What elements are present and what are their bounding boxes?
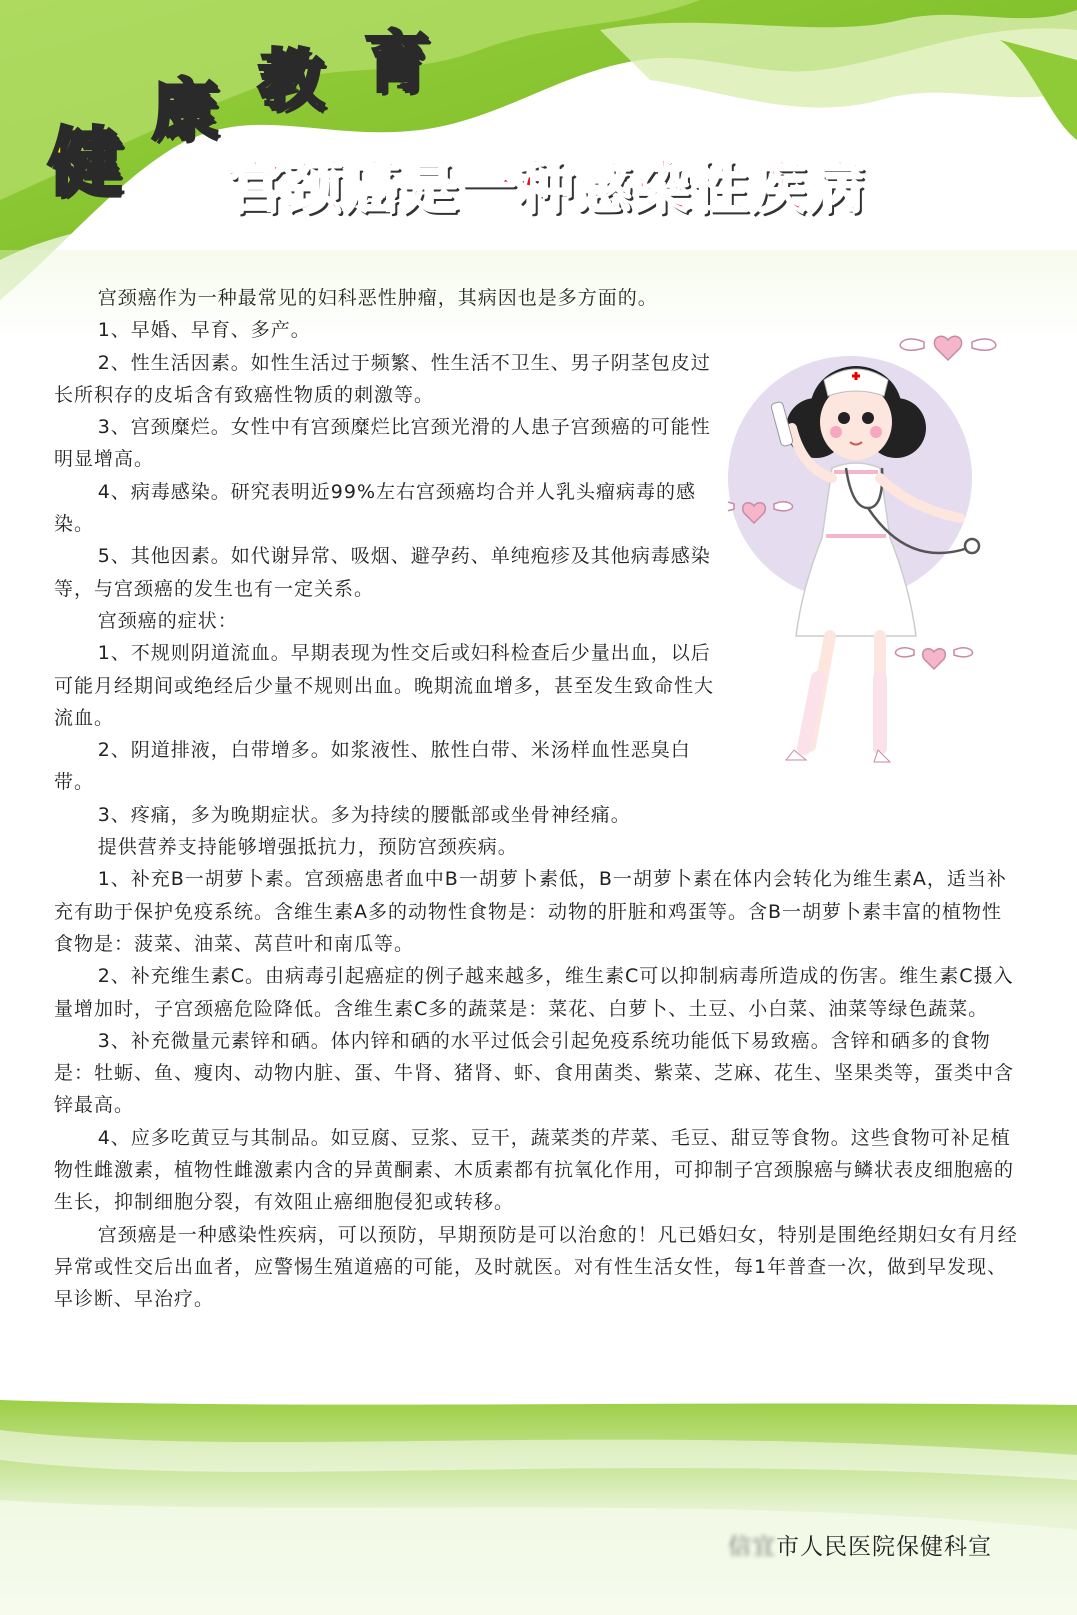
footer-text: 市人民医院保健科宣: [776, 1534, 992, 1560]
paragraph-cause-5: 5、其他因素。如代谢异常、吸烟、避孕药、单纯疱疹及其他病毒感染等，与宫颈癌的发生也有一定关系。: [54, 545, 711, 600]
paragraph-nutrition-3: 3、补充微量元素锌和硒。体内锌和硒的水平过低会引起免疫系统功能低下易致癌。含锌和硒多的食物是：牡蛎、鱼、瘦肉、动物内脏、蛋、牛肾、猪肾、虾、食用菌类、紫菜、芝麻、花生、坚果类等，蛋类中含锌最高。: [54, 1029, 1015, 1117]
paragraph-intro: 宫颈癌作为一种最常见的妇科恶性肿瘤，其病因也是多方面的。: [97, 287, 658, 309]
footer-blurred-city: 信宜: [728, 1534, 776, 1560]
paragraph-cause-3: 3、宫颈糜烂。女性中有宫颈糜烂比宫颈光滑的人患子宫颈癌的可能性明显增高。: [54, 416, 711, 471]
title-char-yu: 育: [364, 24, 430, 101]
paragraph-symptom-3: 3、疼痛，多为晚期症状。多为持续的腰骶部或坐骨神经痛。: [97, 803, 631, 826]
paragraph-symptoms-heading: 宫颈癌的症状：: [97, 609, 238, 632]
subtitle: 宫颈癌是一种感染性疾病: [226, 155, 864, 220]
title-char-jian: 健: [48, 120, 122, 206]
title-char-jiao: 教: [258, 42, 324, 119]
paragraph-symptom-2: 2、阴道排液，白带增多。如浆液性、脓性白带、米汤样血性恶臭白带。: [54, 739, 691, 794]
paragraph-nutrition-heading: 提供营养支持能够增强抵抗力，预防宫颈疾病。: [97, 836, 518, 859]
bottom-green-decoration: [0, 1400, 1077, 1615]
paragraph-conclusion: 宫颈癌是一种感染性疾病，可以预防，早期预防是可以治愈的！凡已婚妇女，特别是围绝经期妇女有月经异常或性交后出血者，应警惕生殖道癌的可能，及时就医。对有性生活女性，每1年普查一次，做到早发现、早诊断、早治疗。: [54, 1223, 1018, 1311]
paragraph-nutrition-4: 4、应多吃黄豆与其制品。如豆腐、豆浆、豆干，蔬菜类的芹菜、毛豆、甜豆等食物。这些食物可补足植物性雌激素，植物性雌激素内含的异黄酮素、木质素都有抗氧化作用，可抑制子宫颈腺癌与鳞状表皮细胞癌的生长，抑制细胞分裂，有效阻止癌细胞侵犯或转移。: [54, 1126, 1015, 1214]
body-text: [54, 282, 1022, 1316]
paragraph-cause-4: 4、病毒感染。研究表明近99%左右宫颈癌均合并人乳头瘤病毒的感染。: [54, 480, 697, 536]
paragraph-nutrition-2: 2、补充维生素C。由病毒引起癌症的例子越来越多，维生素C可以抑制病毒所造成的伤害。维生素C摄入量增加时，子宫颈癌危险降低。含维生素C多的蔬菜是：菜花、白萝卜、土豆、小白菜、油菜等绿色蔬菜。: [54, 965, 1014, 1020]
paragraph-symptom-1: 1、不规则阴道流血。早期表现为性交后或妇科检查后少量出血，以后可能月经期间或绝经后少量不规则出血。晚期流血增多，甚至发生致命性大流血。: [54, 642, 715, 729]
paragraph-cause-1: 1、早婚、早育、多产。: [97, 319, 311, 342]
paragraph-cause-2: 2、性生活因素。如性生活过于频繁、性生活不卫生、男子阴茎包皮过长所积存的皮垢含有致癌性物质的刺激等。: [54, 351, 711, 406]
paragraph-nutrition-1: 1、补充B一胡萝卜素。宫颈癌患者血中B一胡萝卜素低，B一胡萝卜素在体内会转化为维生素A，适当补充有助于保护免疫系统。含维生素A多的动物性食物是：动物的肝脏和鸡蛋等。含B一胡萝卜素丰富的植物性食物是：菠菜、油菜、莴苣叶和南瓜等。: [54, 868, 1007, 955]
title-char-kang: 康: [152, 72, 218, 149]
footer-credit: [728, 1528, 992, 1561]
